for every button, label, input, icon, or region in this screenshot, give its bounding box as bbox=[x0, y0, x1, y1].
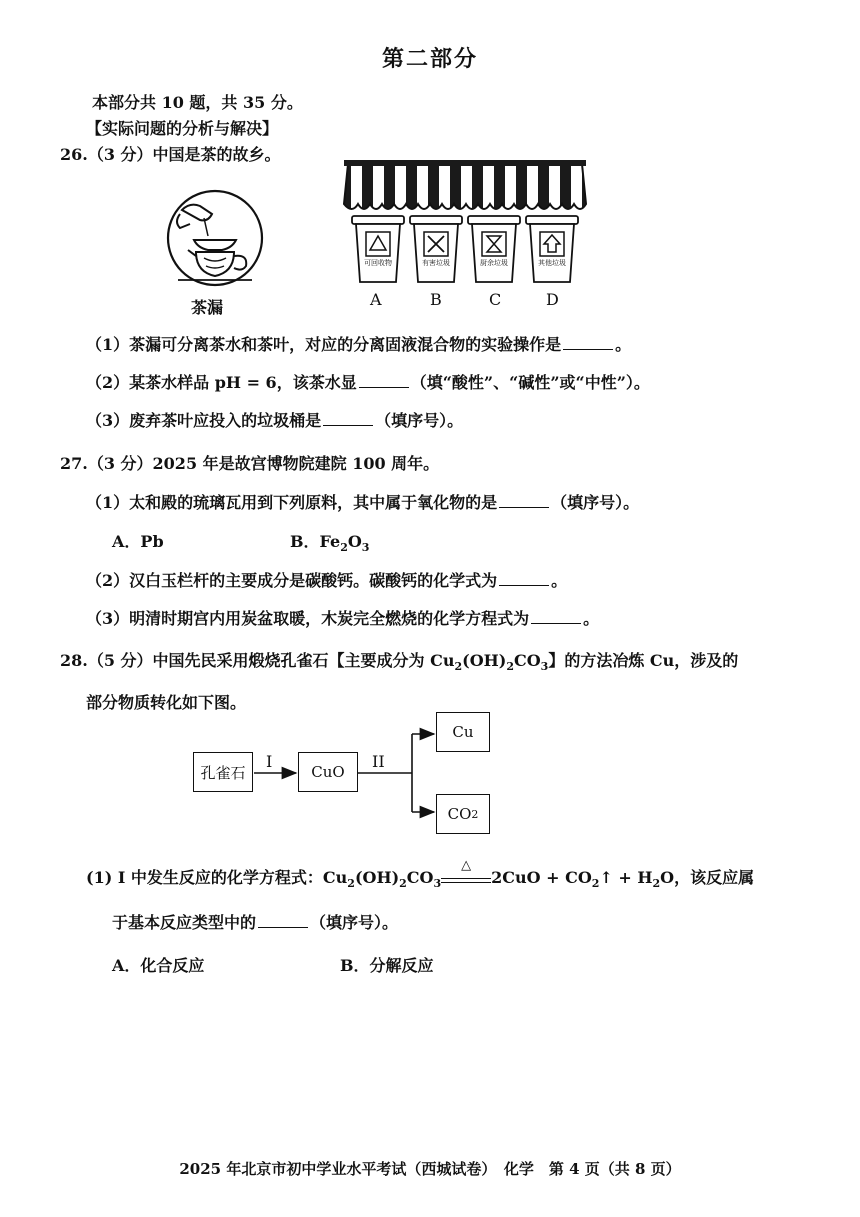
q27-stem: 27.（3 分）2025 年是故宫博物院建院 100 周年。 bbox=[60, 454, 440, 473]
tea-strainer-caption: 茶漏 bbox=[191, 298, 224, 317]
answer-blank[interactable] bbox=[531, 609, 581, 624]
bin-letter-b: B bbox=[430, 290, 442, 309]
q26-sub3: （3）废弃茶叶应投入的垃圾桶是 （填序号）。 bbox=[86, 411, 464, 430]
diagram-box-co2: CO 2 bbox=[436, 794, 490, 834]
awning-figure bbox=[340, 158, 590, 216]
q27-option-a: A．Pb bbox=[112, 532, 164, 551]
bin-a-label: 可回收物 bbox=[364, 259, 392, 267]
q28-sub1-line2: 于基本反应类型中的 （填序号）。 bbox=[112, 913, 399, 932]
q28-stem: 28.（5 分）中国先民采用煅烧孔雀石【主要成分为 $Cu_2(OH)_2CO_3$】的方法冶炼 Cu，涉及的 bbox=[60, 651, 739, 674]
diagram-box-malachite: 孔雀石 bbox=[193, 752, 253, 792]
q26-stem: 26.（3 分）中国是茶的故乡。 bbox=[60, 145, 281, 164]
bin-d-label: 其他垃圾 bbox=[538, 259, 566, 267]
bin-b-label: 有害垃圾 bbox=[422, 259, 450, 267]
q26-sub2: （2）某茶水样品 pH = 6，该茶水显 （填“酸性”、“碱性”或“中性”）。 bbox=[86, 373, 650, 392]
q28-stem-line2: 部分物质转化如下图。 bbox=[86, 693, 247, 712]
bin-a-icon bbox=[352, 216, 404, 282]
heat-condition: △ bbox=[461, 858, 472, 873]
bin-letter-a: A bbox=[370, 290, 382, 309]
bin-letter-c: C bbox=[489, 290, 502, 309]
diagram-box-cu: Cu bbox=[436, 712, 490, 752]
q28-option-a: A．化合反应 bbox=[112, 956, 205, 975]
q27-sub1: （1）太和殿的琉璃瓦用到下列原料，其中属于氧化物的是 （填序号）。 bbox=[86, 493, 640, 512]
answer-blank[interactable] bbox=[563, 335, 613, 350]
diagram-step-2: II bbox=[372, 752, 385, 771]
answer-blank[interactable] bbox=[323, 411, 373, 426]
part-intro: 本部分共 10 题，共 35 分。 bbox=[92, 93, 303, 112]
part-title: 第二部分 bbox=[381, 46, 478, 72]
answer-blank[interactable] bbox=[258, 913, 308, 928]
answer-blank[interactable] bbox=[499, 571, 549, 586]
page-footer: 2025 年北京市初中学业水平考试（西城试卷） 化学 第 4 页（共 8 页） bbox=[179, 1160, 681, 1178]
q26-sub1: （1）茶漏可分离茶水和茶叶，对应的分离固液混合物的实验操作是 。 bbox=[86, 335, 632, 354]
q27-option-b: B．$Fe_2O_3$ bbox=[290, 532, 370, 555]
q27-sub3: （3）明清时期宫内用炭盆取暖，木炭完全燃烧的化学方程式为 。 bbox=[86, 609, 600, 628]
answer-blank[interactable] bbox=[499, 493, 549, 508]
bin-c-icon bbox=[468, 216, 520, 282]
q27-sub2: （2）汉白玉栏杆的主要成分是碳酸钙。碳酸钙的化学式为 。 bbox=[86, 571, 568, 590]
diagram-step-1: I bbox=[266, 752, 273, 771]
tea-strainer-figure bbox=[160, 188, 270, 288]
q28-option-b: B．分解反应 bbox=[340, 956, 434, 975]
bin-c-label: 厨余垃圾 bbox=[480, 259, 508, 267]
bin-b-icon bbox=[410, 216, 462, 282]
garbage-bins-figure bbox=[350, 214, 582, 286]
bin-d-icon bbox=[526, 216, 578, 282]
answer-blank[interactable] bbox=[359, 373, 409, 388]
diagram-box-cuo: CuO bbox=[298, 752, 358, 792]
bin-letter-d: D bbox=[546, 290, 559, 309]
section-title: 【实际问题的分析与解决】 bbox=[86, 119, 279, 138]
q28-sub1: (1) I 中发生反应的化学方程式：$Cu_2(OH)_2CO_3$ △ $2CuO + CO_2↑ + H_2O$，该反应属 bbox=[86, 858, 755, 891]
